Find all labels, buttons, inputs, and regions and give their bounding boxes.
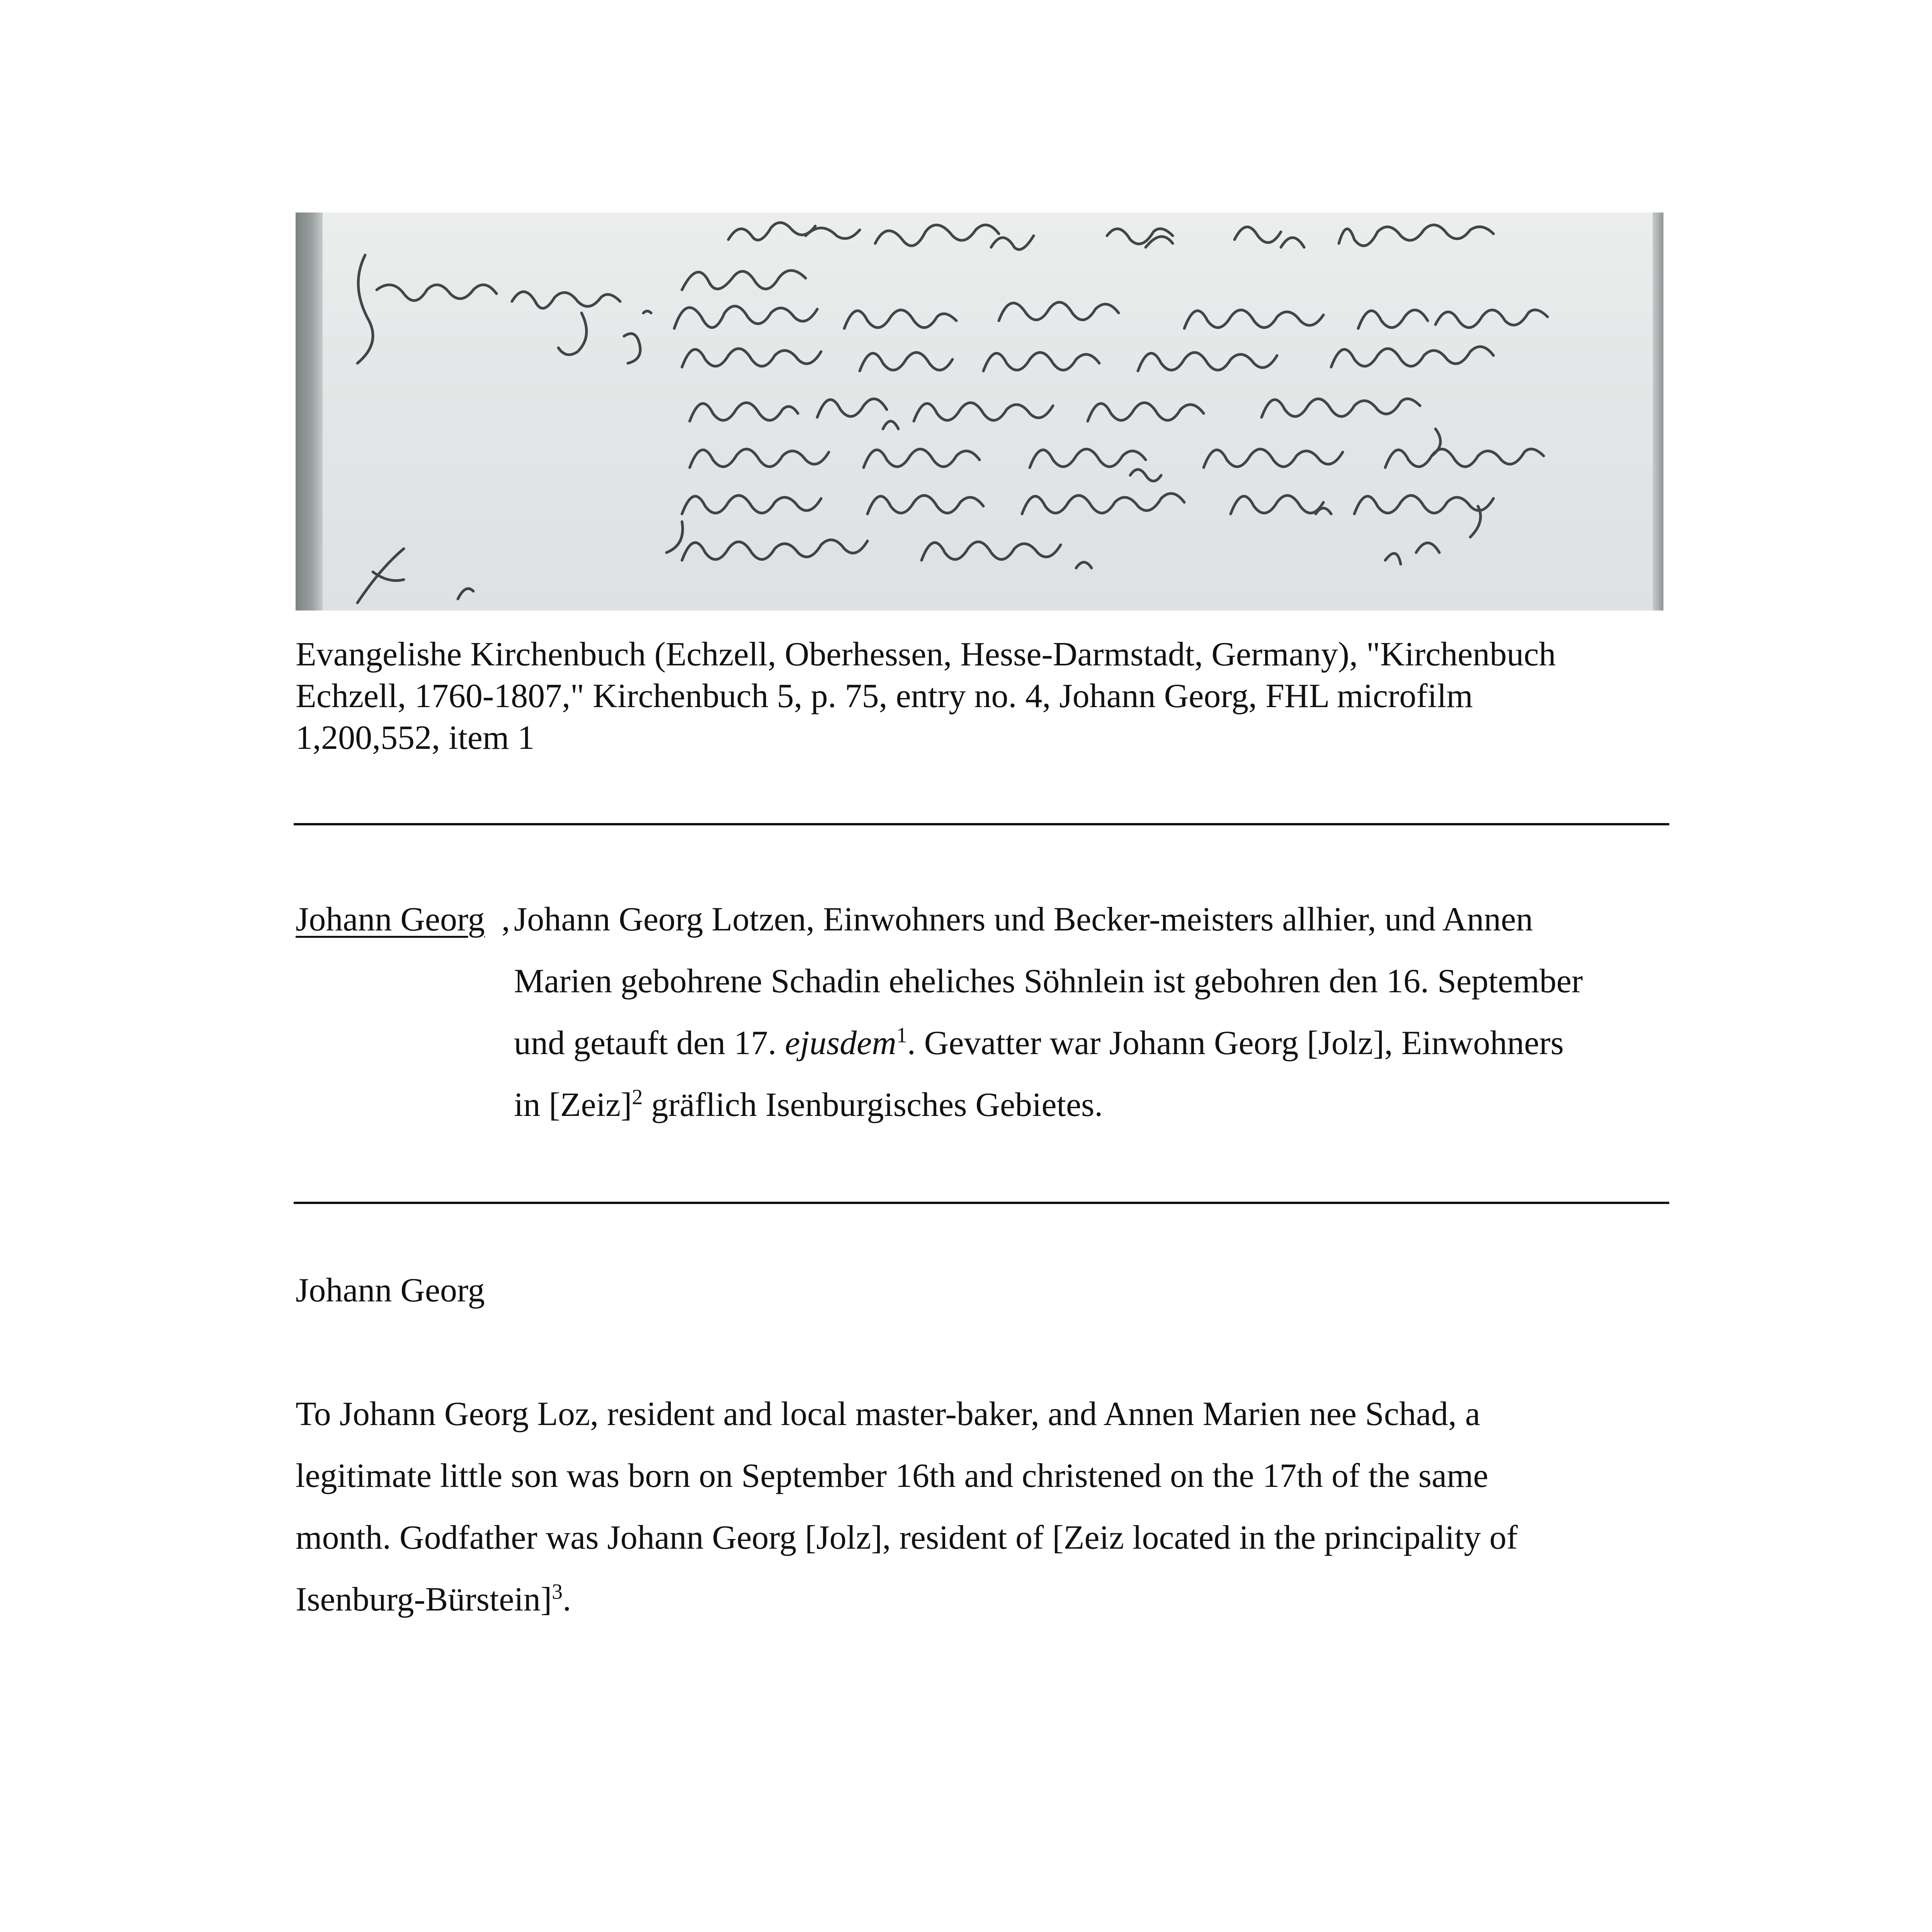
transcription-line-3 [514,1012,1673,1074]
citation-line-1: Evangelishe Kirchenbuch (Echzell, Oberhessen, Hesse-Darmstadt, Germany), "Kirchenbuch [296,636,1556,673]
translation-line-4-end: . [563,1581,571,1618]
latin-term-ejusdem: ejusdem [785,1024,896,1062]
english-translation [296,1383,1671,1631]
transcription-line-3-start: und getauft den 17. [514,1024,785,1062]
translation-line-4 [296,1569,1671,1631]
entry-name-comma: , [502,901,510,938]
transcription-line-1: Johann Georg Lotzen, Einwohners und Becker-meisters allhier, und Annen [514,901,1533,938]
divider-rule [294,1202,1669,1204]
translation-line-4-start: Isenburg-Bürstein] [296,1581,552,1618]
source-citation [296,634,1671,759]
transcription-line-3-end: . Gevatter war Johann Georg [Jolz], Einwohners [907,1024,1564,1062]
divider-rule [294,823,1669,825]
citation-line-3: 1,200,552, item 1 [296,719,535,757]
german-transcription [514,889,1673,1136]
transcription-line-2 [514,951,1673,1012]
translation-line-2: legitimate little son was born on September 16th and christened on the 17th of the same [296,1457,1488,1495]
manuscript-scan-image [296,213,1663,611]
transcription-line-4-end: gräflich Isenburgisches Gebietes. [643,1086,1103,1124]
entry-name-label: Johann Georg [296,901,485,938]
citation-line-2: Echzell, 1760-1807," Kirchenbuch 5, p. 75, entry no. 4, Johann Georg, FHL microfilm [296,677,1473,715]
footnote-ref-1: 1 [896,1023,907,1048]
translation-line-3: month. Godfather was Johann Georg [Jolz], resident of [Zeiz located in the principality of [296,1519,1518,1556]
transcription-line-4-start: in [Zeiz] [514,1086,632,1124]
translation-line-1: To Johann Georg Loz, resident and local master-baker, and Annen Marien nee Schad, a [296,1395,1480,1433]
footnote-ref-2: 2 [632,1085,643,1109]
transcription-line-2-text: Marien gebohrene Schadin eheliches Söhnlein ist gebohren den 16. September [514,963,1583,1000]
footnote-ref-3: 3 [552,1580,563,1604]
handwriting-scribbles [296,213,1663,611]
translation-heading: Johann Georg [296,1272,485,1309]
transcription-line-4 [514,1074,1673,1136]
